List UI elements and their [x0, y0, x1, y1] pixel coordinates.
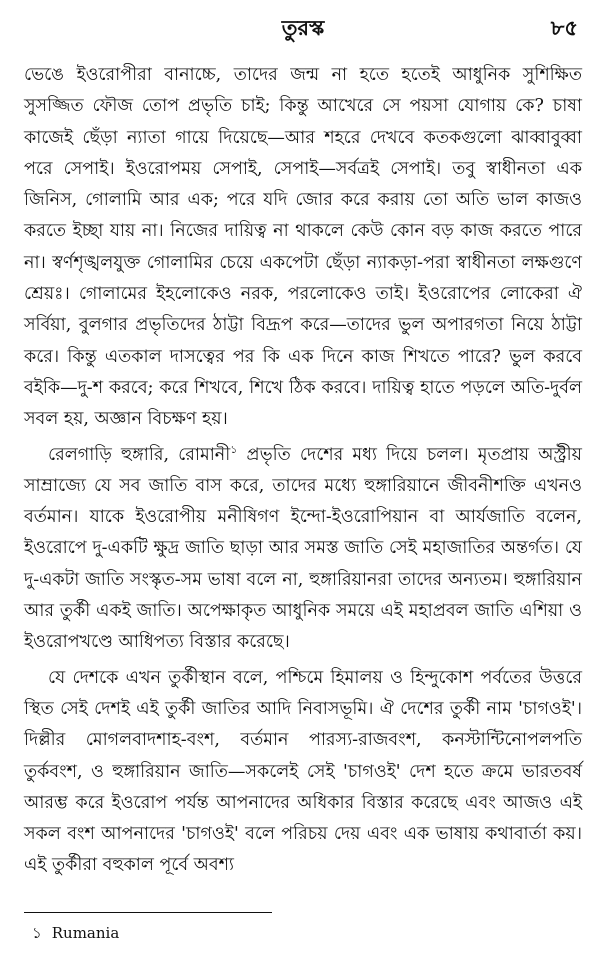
footnote-reference: ১ — [230, 442, 238, 456]
paragraph-2 — [24, 440, 582, 659]
page-number: ৮৫ — [550, 15, 578, 40]
paragraph-2-text-after: প্রভৃতি দেশের মধ্য দিয়ে চলল। মৃতপ্রায় অস্ট্রীয় সাম্রাজ্যে যে সব জাতি বাস করে, তাদের মধ্যে হুঙ্গারিয়ানে জীবনীশক্তি এখনও বর্তমান। যাকে ইওরোপীয় মনীষিগণ ইন্দো-ইওরোপিয়ান বা আর্যজাতি বলেন, ইওরোপে দু-একটি ক্ষুদ্র জাতি ছাড়া আর সমস্ত জাতি সেই মহাজাতির অন্তর্গত। যে দু-একটা জাতি সংস্কৃত-সম ভাষা বলে না, হুঙ্গারিয়ানরা তাদের অন্যতম। হুঙ্গারিয়ান আর তুর্কী একই জাতি। অপেক্ষাকৃত আধুনিক সময়ে এই মহাপ্রবল জাতি এশিয়া ও ইওরোপখণ্ডে আধিপত্য বিস্তার করেছে। — [24, 444, 582, 653]
footnote-text: Rumania — [51, 924, 120, 942]
paragraph-3: যে দেশকে এখন তুর্কীস্থান বলে, পশ্চিমে হিমালয় ও হিন্দুকোশ পর্বতের উত্তরে স্থিত সেই দেশই এই তুর্কী জাতির আদি নিবাসভূমি। ঐ দেশের তুর্কী নাম 'চাগওই'। দিল্লীর মোগলবাদশাহ-বংশ, বর্তমান পারস্য-রাজবংশ, কনস্টান্টিনোপলপতি তুর্কবংশ, ও হুঙ্গারিয়ান জাতি—সকলেই সেই 'চাগওই' দেশ হতে ক্রমে ভারতবর্ষ আরম্ভ করে ইওরোপ পর্যন্ত আপনাদের অধিকার বিস্তার করেছে এবং আজও এই সকল বংশ আপনাদের 'চাগওই' বলে পরিচয় দেয় এবং এক ভাষায় কথাবার্তা কয়। এই তুর্কীরা বহুকাল পূর্বে অবশ্য — [24, 667, 582, 876]
footnote-number: ১ — [32, 924, 42, 942]
body-text — [24, 60, 582, 882]
paragraph-1: ভেঙে ইওরোপীরা বানাচ্চে, তাদের জন্ম না হতে হতেই আধুনিক সুশিক্ষিত সুসজ্জিত ফৌজ তোপ প্রভৃতি চাই; কিন্তু আখেরে সে পয়সা যোগায় কে? চাষা কাজেই ছেঁড়া ন্যাতা গায়ে দিয়েছে—আর শহরে দেখবে কতকগুলো ঝাব্বাবুব্বা পরে সেপাই। ইওরোপময় সেপাই, সেপাই—সর্বত্রই সেপাই। তবু স্বাধীনতা এক জিনিস, গোলামি আর এক; পরে যদি জোর করে করায় তো অতি ভাল কাজও করতে ইচ্ছা যায় না। নিজের দায়িত্ব না থাকলে কেউ কোন বড় কাজ করতে পারে না। স্বর্ণশৃঙ্খলযুক্ত গোলামির চেয়ে একপেটা ছেঁড়া ন্যাকড়া-পরা স্বাধীনতা লক্ষগুণে শ্রেয়ঃ। গোলামের ইহলোকেও নরক, পরলোকেও তাই। ইওরোপের লোকেরা ঐ সর্বিয়া, বুলগার প্রভৃতিদের ঠাট্টা বিদ্রূপ করে—তাদের ভুল অপারগতা নিয়ে ঠাট্টা করে। কিন্তু এতকাল দাসত্বের পর কি এক দিনে কাজ শিখতে পারে? ভুল করবে বইকি—দু-শ করবে; করে শিখবে, শিখে ঠিক করবে। দায়িত্ব হাতে পড়লে অতি-দুর্বল সবল হয়, অজ্ঞান বিচক্ষণ হয়। — [24, 65, 582, 430]
running-title: তুরস্ক — [281, 15, 325, 40]
footnote — [32, 922, 119, 944]
page-header — [24, 0, 582, 60]
paragraph-2-text-before: রেলগাড়ি হুঙ্গারি, রোমানী — [48, 444, 231, 465]
footnote-divider — [24, 912, 272, 913]
